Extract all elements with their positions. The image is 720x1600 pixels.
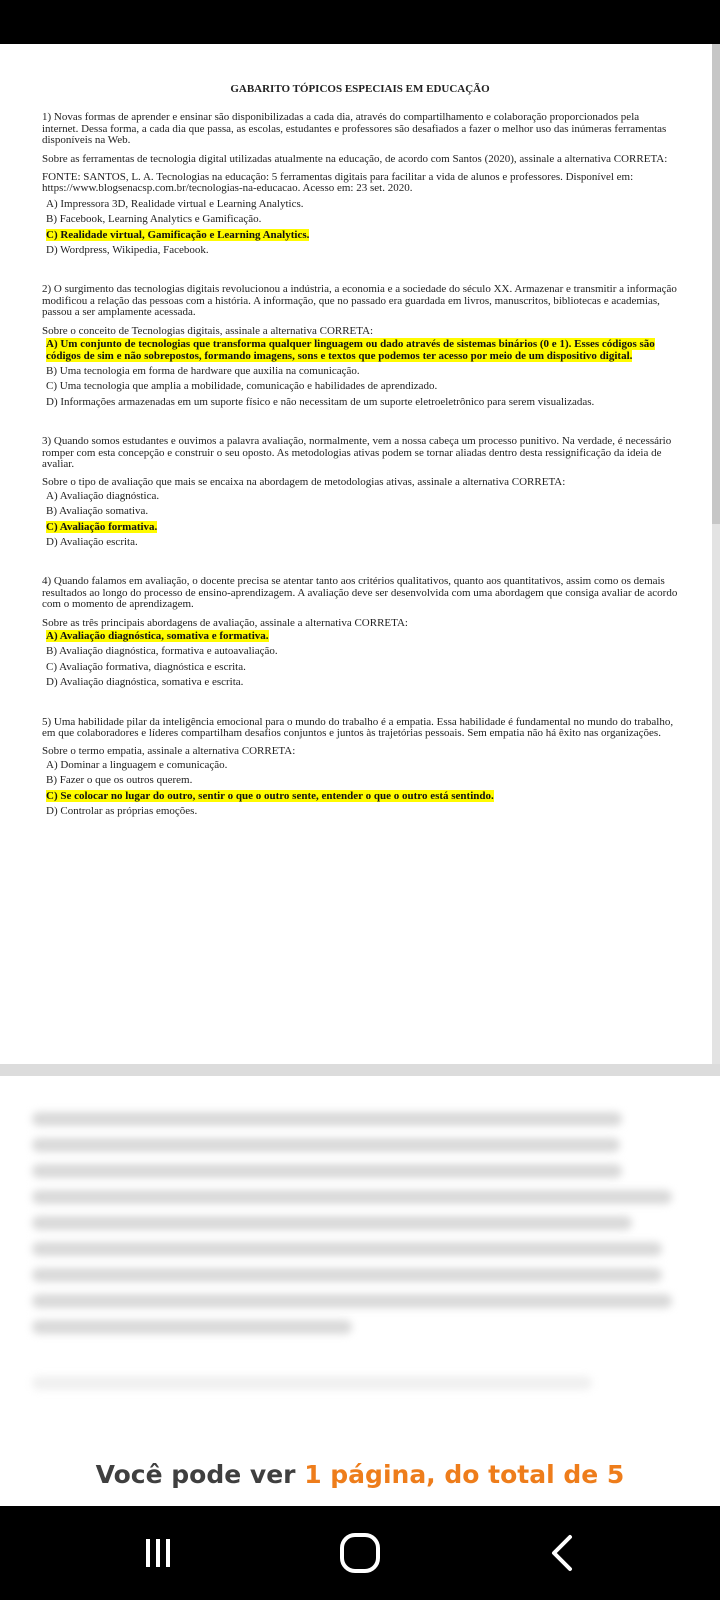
answer-option-correct [42, 337, 678, 364]
answer-option-correct [42, 228, 678, 243]
question-text: 3) Quando somos estudantes e ouvimos a palavra avaliação, normalmente, vem a nossa cabeça um processo punitivo. Na verdade, é necessário romper com esta concepção e construir o seu oposto. As metodologias ativas podem se tornar aliadas dentro desta ressignificação da ideia de avaliar. [42, 435, 672, 470]
back-button[interactable] [502, 1506, 622, 1600]
question-prompt: Sobre o conceito de Tecnologias digitais, assinale a alternativa CORRETA: [42, 324, 374, 337]
document-page[interactable] [0, 44, 712, 1064]
answer-option-text: B) Fazer o que os outros querem. [46, 774, 193, 787]
answer-option [42, 535, 678, 550]
answer-option [42, 212, 678, 227]
answer-option-correct [42, 789, 678, 804]
answer-option-text: B) Avaliação somativa. [46, 505, 149, 518]
question-source: FONTE: SANTOS, L. A. Tecnologias na educação: 5 ferramentas digitais para facilitar a vida de alunos e professores. Disponível em: https://www.blogsenacsp.com.br/tecnologias-na-educacao. Acesso em: 23 set. 2020. [42, 171, 634, 195]
answer-option [42, 489, 678, 504]
navigation-bar [0, 1506, 720, 1600]
back-icon [542, 1533, 582, 1573]
recents-icon [138, 1533, 178, 1573]
home-button[interactable] [300, 1506, 420, 1600]
question-block [42, 112, 678, 258]
answer-option-text: C) Se colocar no lugar do outro, sentir o que o outro sente, entender o que o outro está sentindo. [46, 789, 494, 802]
answer-option [42, 504, 678, 519]
answer-option-correct [42, 520, 678, 535]
preview-page-count [0, 1460, 720, 1489]
scrollbar-thumb[interactable] [712, 44, 720, 524]
question-text: 5) Uma habilidade pilar da inteligência emocional para o mundo do trabalho é a empatia. Essa habilidade é fundamental no mundo do trabalho, em que colaboradores e líderes compartilham desafios conjuntos e juntos às trajetórias pessoais. Sem empatia não há êxito nas organizações. [42, 715, 674, 740]
answer-option [42, 395, 678, 410]
answer-option-text: C) Avaliação formativa. [46, 520, 158, 533]
answer-option-text: C) Avaliação formativa, diagnóstica e escrita. [46, 660, 246, 673]
answer-option-text: A) Dominar a linguagem e comunicação. [46, 758, 228, 771]
answer-option-text: D) Wordpress, Wikipedia, Facebook. [46, 244, 209, 257]
answer-option-text: D) Avaliação diagnóstica, somativa e escrita. [46, 676, 244, 689]
question-block [42, 717, 678, 820]
answer-option [42, 243, 678, 258]
preview-page-count-highlight: 1 página, do total de 5 [304, 1460, 625, 1489]
answer-option-correct [42, 629, 678, 644]
answer-option [42, 675, 678, 690]
answer-option-text: A) Avaliação diagnóstica. [46, 489, 160, 502]
answer-option [42, 773, 678, 788]
question-prompt: Sobre o termo empatia, assinale a alternativa CORRETA: [42, 745, 296, 758]
question-spacer [42, 550, 678, 576]
answer-option [42, 364, 678, 379]
answer-option [42, 660, 678, 675]
answer-option-text: C) Uma tecnologia que amplia a mobilidade, comunicação e habilidades de aprendizado. [46, 380, 438, 393]
answer-option-text: B) Uma tecnologia em forma de hardware que auxilia na comunicação. [46, 364, 360, 377]
answer-option [42, 197, 678, 212]
question-spacer [42, 410, 678, 436]
question-text: 2) O surgimento das tecnologias digitais revolucionou a indústria, a economia e a sociedade do século XX. Armazenar e transmitir a informação modificou a relação das pessoas com a história. A informação, que no passado era guardada em livros, manuscritos, bibliotecas e academias, passou a ser amplamente acessada. [42, 283, 677, 319]
question-block [42, 576, 678, 690]
status-bar [0, 0, 720, 44]
document-content [42, 84, 678, 819]
question-block [42, 436, 678, 550]
answer-option-text: A) Um conjunto de tecnologias que transforma qualquer linguagem ou dado através de sistemas binários (0 e 1). Esses códigos são códigos de sim e não sobrepostos, formando imagens, sons e textos que podemos ter acesso por meio de um dispositivo digital. [46, 338, 655, 362]
question-text: 1) Novas formas de aprender e ensinar são disponibilizadas a cada dia, através do compartilhamento e colaboração proporcionados pela internet. Dessa forma, a cada dia que passa, as escolas, estudantes e professores são desafiados a fazer o melhor uso das inúmeras ferramentas disponíveis na Web. [42, 111, 667, 147]
answer-option-text: B) Facebook, Learning Analytics e Gamificação. [46, 213, 262, 226]
answer-option-text: D) Informações armazenadas em um suporte físico e não necessitam de um suporte eletroeletrônico para serem visualizadas. [46, 395, 595, 408]
recents-button[interactable] [98, 1506, 218, 1600]
question-block [42, 284, 678, 410]
answer-option [42, 758, 678, 773]
answer-option [42, 379, 678, 394]
answer-option-text: D) Controlar as próprias emoções. [46, 805, 198, 818]
answer-option [42, 644, 678, 659]
answer-option-text: C) Realidade virtual, Gamificação e Learning Analytics. [46, 228, 310, 241]
home-icon [338, 1531, 382, 1575]
question-list [42, 112, 678, 819]
question-prompt: Sobre as ferramentas de tecnologia digital utilizadas atualmente na educação, de acordo com Santos (2020), assinale a alternativa CORRETA: [42, 152, 668, 165]
answer-option-text: A) Impressora 3D, Realidade virtual e Learning Analytics. [46, 197, 304, 210]
question-spacer [42, 691, 678, 717]
preview-prefix: Você pode ver [95, 1460, 305, 1489]
page-divider [0, 1064, 720, 1076]
question-prompt: Sobre as três principais abordagens de avaliação, assinale a alternativa CORRETA: [42, 616, 408, 629]
answer-option-text: D) Avaliação escrita. [46, 535, 138, 548]
answer-option-text: A) Avaliação diagnóstica, somativa e formativa. [46, 630, 269, 642]
question-prompt: Sobre o tipo de avaliação que mais se encaixa na abordagem de metodologias ativas, assinale a alternativa CORRETA: [42, 476, 566, 489]
blurred-locked-page [0, 1076, 720, 1471]
question-text: 4) Quando falamos em avaliação, o docente precisa se atentar tanto aos critérios qualitativos, quanto aos quantitativos, assim como os demais resultados ao longo do processo de ensino-aprendizagem. A avaliação deve ser desenvolvida com uma abordagem que consiga avaliar de acordo com o momento de aprendizagem. [42, 575, 678, 611]
answer-option [42, 804, 678, 819]
question-spacer [42, 258, 678, 284]
answer-option-text: B) Avaliação diagnóstica, formativa e autoavaliação. [46, 645, 278, 658]
document-title: GABARITO TÓPICOS ESPECIAIS EM EDUCAÇÃO [230, 83, 490, 95]
